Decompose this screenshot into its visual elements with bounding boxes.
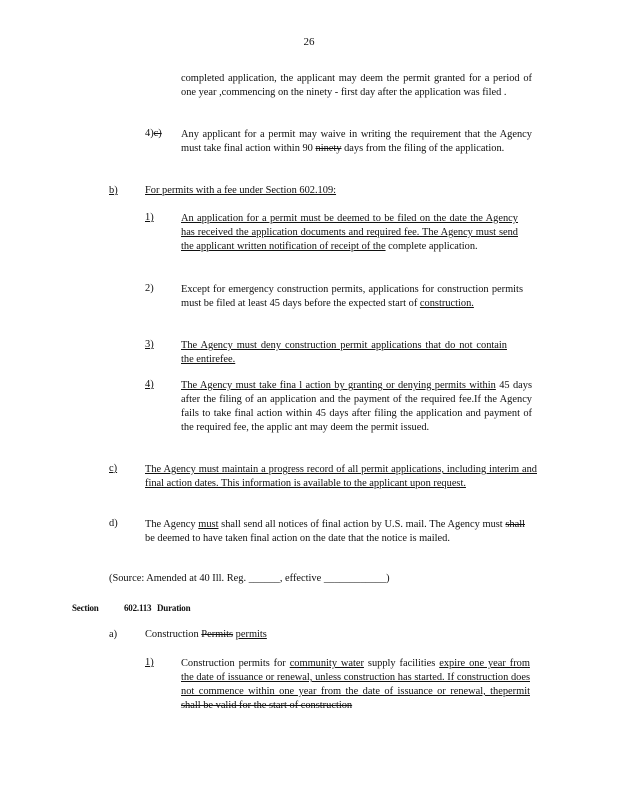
item-marker: 4) xyxy=(145,379,154,390)
inserted-text: community water xyxy=(289,658,364,669)
text: Construction permits for xyxy=(181,658,286,669)
text: supply facilities xyxy=(367,658,436,669)
subsection-b-heading: For permits with a fee under Section 602.109: xyxy=(145,185,337,196)
blank: ______ xyxy=(248,573,280,584)
marker-new: 4) xyxy=(145,128,154,139)
section-number: 602.113 xyxy=(124,603,152,613)
item-a1-paragraph xyxy=(181,657,530,713)
marker-deleted: c) xyxy=(153,128,162,139)
text: shall send all notices of final action by U.S. mail. The Agency must xyxy=(221,519,503,530)
inserted-text: must xyxy=(198,519,219,530)
subsection-marker: d) xyxy=(109,518,118,529)
subsection-d-paragraph xyxy=(145,518,525,546)
text: Except for emergency construction permits, applications for construction permits must be filed at least 45 days before the expected start of xyxy=(181,284,523,309)
source-note xyxy=(109,573,390,584)
text: Any applicant for a permit may waive in writing the requirement that the Agency must take final action within 90 xyxy=(181,129,532,154)
text: ) xyxy=(386,573,390,584)
item-marker: 1) xyxy=(145,657,154,668)
inserted-text: expire one year from the date of issuance or renewal, unless construction has started. If construction does not commence within one year from the date of issuance or renewal, thepermit xyxy=(181,658,530,697)
text: 45 days after the filing of an application and the payment of the required fee.If the Agency fails to take final action within 45 days after filing the application and payment of the required fee, the applic ant may deem the permit issued. xyxy=(181,380,532,433)
deleted-text: shall xyxy=(505,519,526,530)
text: The Agency xyxy=(145,519,196,530)
deleted-text: shall be valid for the start of construction xyxy=(181,700,353,711)
item-b1-paragraph xyxy=(181,212,518,254)
item-b2-paragraph xyxy=(181,283,523,311)
item-b3-paragraph: The Agency must deny construction permit applications that do not contain the entirefee. xyxy=(181,340,507,365)
text: Construction xyxy=(145,629,199,640)
deleted-text: ninety xyxy=(315,143,342,154)
item-marker: 2) xyxy=(145,283,154,294)
continued-paragraph: completed application, the applicant may deem the permit granted for a period of one year ,commencing on the ninety - first day after the application was filed . xyxy=(181,73,532,98)
subsection-c-paragraph: The Agency must maintain a progress record of all permit applications, including interim and final action dates. This information is available to the applicant upon request. xyxy=(145,464,537,489)
text: be deemed to have taken final action on the date that the notice is mailed. xyxy=(145,533,450,544)
deleted-text: Permits xyxy=(201,629,234,640)
subsection-marker: a) xyxy=(109,629,118,640)
item-marker xyxy=(145,128,162,139)
inserted-text: construction. xyxy=(419,298,474,309)
subsection-a-heading xyxy=(145,629,267,640)
section-title: Duration xyxy=(157,603,191,613)
inserted-text: permits xyxy=(235,629,267,640)
text: (Source: Amended at 40 Ill. Reg. xyxy=(109,573,247,584)
item-marker: 1) xyxy=(145,212,154,223)
section-label: Section xyxy=(72,603,99,613)
blank: ____________ xyxy=(323,573,387,584)
subsection-marker: c) xyxy=(109,463,118,474)
item-marker: 3) xyxy=(145,339,154,350)
text: days from the filing of the application. xyxy=(344,143,505,154)
page-number: 26 xyxy=(303,36,315,48)
inserted-text: An application for a permit must be deemed to be filed on the date the Agency has received the application documents and required fee. The Agency must send the applicant written notification of receipt of the xyxy=(181,213,518,252)
text: complete application. xyxy=(388,241,478,252)
item-4-paragraph xyxy=(181,128,532,156)
subsection-marker: b) xyxy=(109,185,118,196)
item-b4-paragraph xyxy=(181,379,532,435)
inserted-text: The Agency must take fina l action by granting or denying permits within xyxy=(181,380,496,391)
text: , effective xyxy=(279,573,322,584)
